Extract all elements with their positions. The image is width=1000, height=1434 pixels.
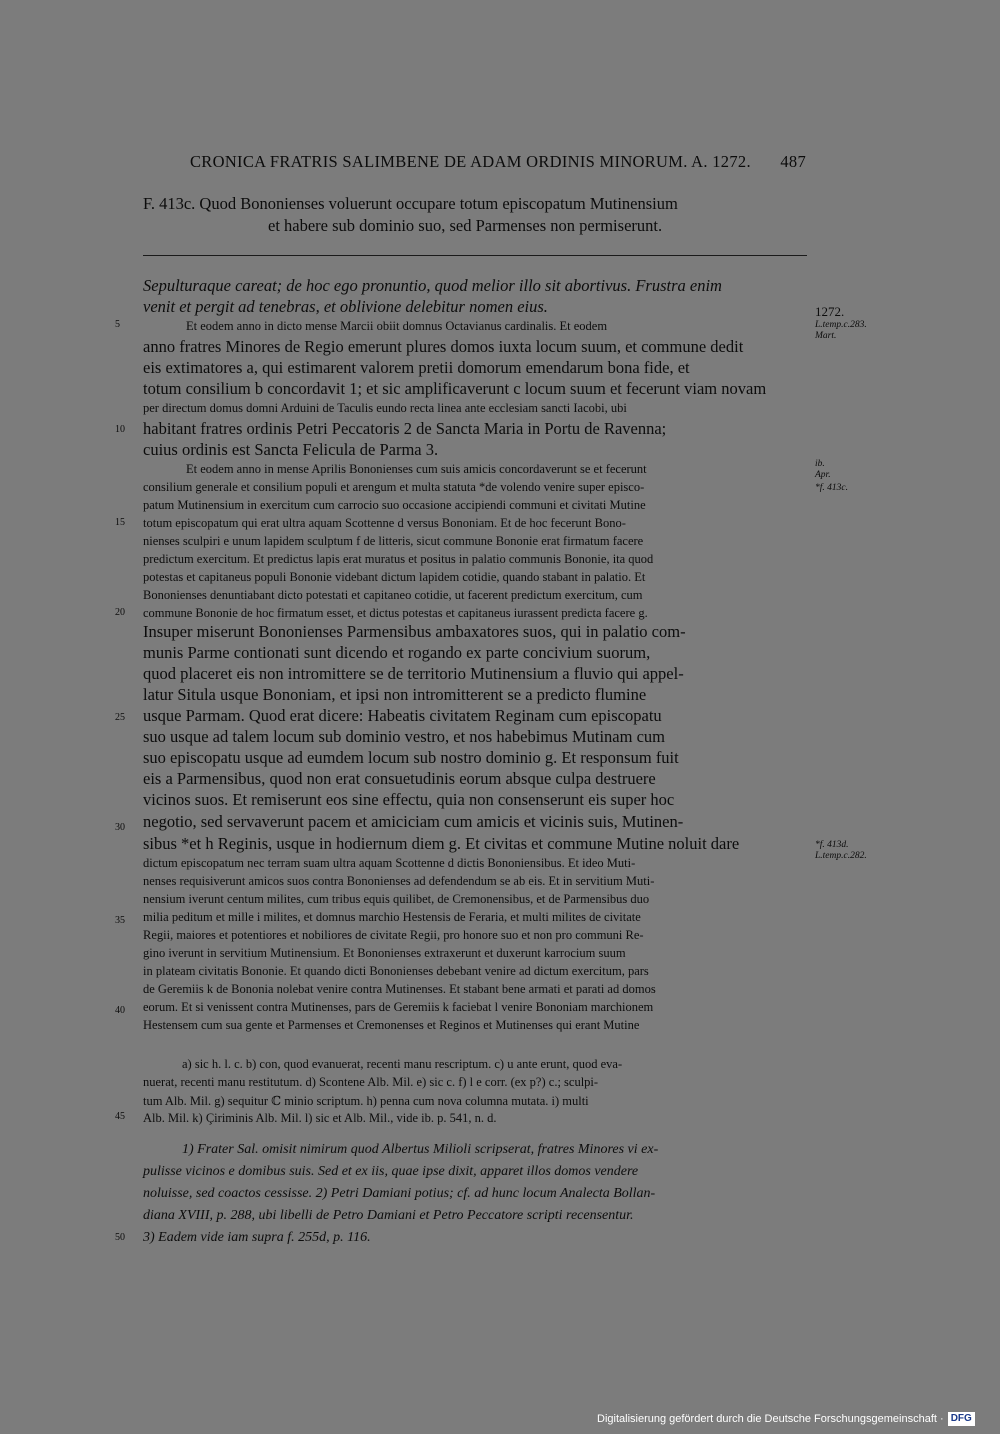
margin-note: L.temp.c.282. <box>815 851 867 861</box>
text-line: nienses sculpiri e unum lapidem sculptum f de litteris, sicut commune Bononie erat firmatum facere <box>143 534 644 548</box>
text-line: predictum exercitum. Et predictus lapis erat muratus et positus in palatio communis Bononie, ita quod <box>143 552 654 566</box>
apparatus-note: Alb. Mil. k) Çiriminis Alb. Mil. l) sic et Alb. Mil., vide ib. p. 541, n. d. <box>143 1111 497 1125</box>
apparatus-note: nuerat, recenti manu restitutum. d) Scontene Alb. Mil. e) sic c. f) l e corr. (ex p?) c.; sculpi- <box>143 1075 599 1089</box>
text-line: commune Bononie de hoc firmatum esset, et dictus potestas et capitaneus iurassent predicta facere g. <box>143 606 648 620</box>
chapter-caption-line-1: F. 413c. Quod Bononienses voluerunt occupare totum episcopatum Mutinensium <box>143 194 678 213</box>
text-line: in plateam civitatis Bononie. Et quando dicti Bononienses debebant venire ad dictum exercitum, pars <box>143 964 649 978</box>
commentary-note: noluisse, sed coactos cessisse. 2) Petri Damiani potius; cf. ad hunc locum Analecta Bollan- <box>143 1186 656 1201</box>
text-line: anno fratres Minores de Regio emerunt plures domos iuxta locum suum, et commune dedit <box>143 337 744 356</box>
text-line: usque Parmam. Quod erat dicere: Habeatis civitatem Reginam cum episcopatu <box>143 706 662 725</box>
apparatus-note: tum Alb. Mil. g) sequitur ℂ minio scriptum. h) penna cum nova columna mutata. i) multi <box>143 1094 589 1108</box>
text-line: Bononienses denuntiabant dicto potestati et capitaneo cotidie, ut facerent predictum exercitum, cum <box>143 588 643 602</box>
text-line: nenses requisiverunt amicos suos contra Bononienses ad defendendum se ab eis. Et in servitium Muti- <box>143 874 655 888</box>
running-head-title: CRONICA FRATRIS SALIMBENE DE ADAM ORDINIS MINORUM. A. 1272. <box>190 152 751 171</box>
text-line: totum consilium b concordavit 1; et sic amplificaverunt c locum suum et fecerunt viam novam <box>143 379 767 398</box>
line-number: 30 <box>115 822 125 833</box>
text-line: Insuper miserunt Bononienses Parmensibus ambaxatores suos, qui in palatio com- <box>143 622 686 641</box>
text-line: dictum episcopatum nec terram suam ultra aquam Scottenne d dictis Bononiensibus. Et ideo Muti- <box>143 856 636 870</box>
text-line: cuius ordinis est Sancta Felicula de Parma 3. <box>143 440 439 459</box>
text-line: Hestensem cum sua gente et Parmenses et Cremonenses et Reginos et Mutinenses qui erant Mutine <box>143 1018 640 1032</box>
commentary-note: 3) Eadem vide iam supra f. 255d, p. 116. <box>143 1230 371 1245</box>
text-line: habitant fratres ordinis Petri Peccatoris 2 de Sancta Maria in Portu de Ravenna; <box>143 419 667 438</box>
chapter-caption-line-2: et habere sub dominio suo, sed Parmenses non permiserunt. <box>268 216 663 235</box>
text-line: gino iverunt in servitium Mutinensium. Et Bononienses extraxerunt et duxerunt karrocium suum <box>143 946 626 960</box>
text-line: quod placeret eis non intromittere se de territorio Mutinensium a fluvio qui appel- <box>143 664 684 683</box>
text-line: per directum domus domni Arduini de Taculis eundo recta linea ante ecclesiam sancti Iacobi, ubi <box>143 401 627 415</box>
line-number: 35 <box>115 915 125 926</box>
line-number: 10 <box>115 424 125 435</box>
text-line: nensium iverunt centum milites, cum tribus equis quilibet, de Cremonensibus, et de Parmensibus duo <box>143 892 650 906</box>
funding-footer <box>597 1409 975 1429</box>
text-line: potestas et capitaneus populi Bononie videbant dictum lapidem cotidie, quando stabant in palatio. Et <box>143 570 646 584</box>
running-head <box>190 152 806 172</box>
text-line: suo episcopatu usque ad eumdem locum sub nostro dominio g. Et responsum fuit <box>143 748 679 767</box>
line-number: 15 <box>115 517 125 528</box>
line-number: 5 <box>115 319 120 330</box>
text-line: suo usque ad talem locum sub dominio vestro, et nos habebimus Mutinam cum <box>143 727 665 746</box>
commentary-note: diana XVIII, p. 288, ubi libelli de Petro Damiani et Petro Peccatore scripti recensentur. <box>143 1208 634 1223</box>
commentary-note: 1) Frater Sal. omisit nimirum quod Albertus Milioli scripserat, fratres Minores vi ex- <box>182 1142 659 1157</box>
text-line: Et eodem anno in mense Aprilis Bononienses cum suis amicis concordaverunt se et fecerunt <box>186 462 647 476</box>
text-line: totum episcopatum qui erat ultra aquam Scottenne d versus Bononiam. Et de hoc fecerunt Bono- <box>143 516 626 530</box>
margin-note: Mart. <box>815 331 837 341</box>
line-number: 25 <box>115 712 125 723</box>
text-line: Et eodem anno in dicto mense Marcii obiit domnus Octavianus cardinalis. Et eodem <box>186 319 608 333</box>
commentary-note: pulisse vicinos e domibus suis. Sed et ex iis, quae ipse dixit, apparet illos domos vendere <box>143 1164 639 1179</box>
margin-year: 1272. <box>815 304 845 319</box>
text-line: venit et pergit ad tenebras, et oblivione delebitur nomen eius. <box>143 297 548 316</box>
text-line: vicinos suos. Et remiserunt eos sine effectu, quia non consenserunt eis super hoc <box>143 790 675 809</box>
line-number: 40 <box>115 1005 125 1016</box>
line-number: 20 <box>115 607 125 618</box>
text-line: eis extimatores a, qui estimarent valorem pretii domorum emendarum bona fide, et <box>143 358 690 377</box>
apparatus-note: a) sic h. l. c. b) con, quod evanuerat, recenti manu rescriptum. c) u ante erunt, quod eva- <box>182 1057 623 1071</box>
page-number: 487 <box>780 152 806 171</box>
text-line: eis a Parmensibus, quod non erat consuetudinis eorum absque culpa destruere <box>143 769 656 788</box>
margin-note: *f. 413c. <box>815 483 848 493</box>
text-line: munis Parme contionati sunt dicendo et rogando ex parte concivium suorum, <box>143 643 651 662</box>
dfg-logo[interactable]: DFG <box>948 1412 975 1426</box>
text-line: Regii, maiores et potentiores et nobiliores de civitate Regii, pro honore suo et non pro communi Re- <box>143 928 644 942</box>
line-number: 50 <box>115 1232 125 1243</box>
text-line: negotio, sed servaverunt pacem et amiciciam cum amicis et vicinis suis, Mutinen- <box>143 812 684 831</box>
text-line: de Geremiis k de Bononia nolebat venire contra Mutinenses. Et stabant bene armati et parati ad domos <box>143 982 656 996</box>
margin-note: Apr. <box>815 470 831 480</box>
text-line: patum Mutinensium in exercitum cum carrocio suo occasione accipiendi communi et civitati Mutine <box>143 498 646 512</box>
text-line: Sepulturaque careat; de hoc ego pronuntio, quod melior illo sit abortivus. Frustra enim <box>143 276 722 295</box>
line-number: 45 <box>115 1111 125 1122</box>
text-line: sibus *et h Reginis, usque in hodiernum diem g. Et civitas et commune Mutine noluit dare <box>143 834 740 853</box>
text-line: milia peditum et mille i milites, et domnus marchio Hestensis de Feraria, et multi milites de civitate <box>143 910 641 924</box>
text-line: eorum. Et si venissent contra Mutinenses, pars de Geremiis k faciebat l venire Bononiam marchionem <box>143 1000 654 1014</box>
text-line: consilium generale et consilium populi et arengum et multa statuta *de volendo venire super episco- <box>143 480 645 494</box>
funding-text: Digitalisierung gefördert durch die Deutsche Forschungsgemeinschaft · <box>597 1413 944 1425</box>
header-rule <box>143 255 807 256</box>
text-line: latur Situla usque Bononiam, et ipsi non intromitterent se a predicto flumine <box>143 685 647 704</box>
margin-note: *f. 413d. <box>815 840 849 850</box>
margin-note: ib. <box>815 459 825 469</box>
margin-note: L.temp.c.283. <box>815 320 867 330</box>
